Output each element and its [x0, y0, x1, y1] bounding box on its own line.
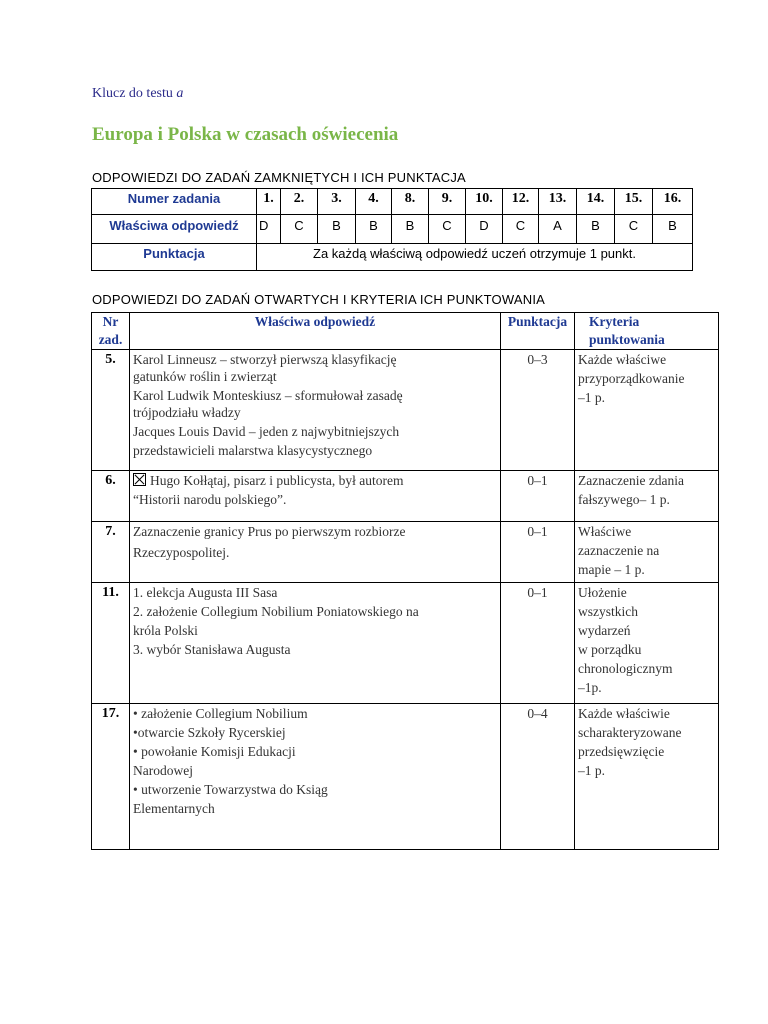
task-number: 10.	[466, 189, 503, 215]
answer-line: króla Polski	[133, 623, 198, 638]
answer-line: trójpodziału władzy	[133, 405, 241, 420]
table-row	[92, 522, 719, 583]
answer-cell: B	[356, 215, 392, 244]
answer-cell: B	[318, 215, 356, 244]
answer-cell: D	[257, 215, 281, 244]
correct-answer-row	[92, 215, 693, 244]
criteria-line: w porządku	[578, 642, 642, 657]
criteria-text	[575, 471, 719, 522]
answer-line: Karol Linneusz – stworzył pierwszą klasyfikację	[133, 352, 397, 367]
criteria-line: wszystkich	[578, 604, 638, 619]
points-range: 0–1	[501, 583, 575, 704]
scoring-label: Punktacja	[92, 244, 257, 271]
answer-cell: C	[615, 215, 653, 244]
points-range: 0–3	[501, 350, 575, 471]
task-number: 3.	[318, 189, 356, 215]
answer-line: Narodowej	[133, 763, 193, 778]
checked-box-icon	[133, 473, 146, 486]
col-header-nr: Nr zad.	[92, 313, 130, 350]
criteria-line: Ułożenie	[578, 585, 627, 600]
criteria-line: zaznaczenie na	[578, 543, 660, 558]
document-title: Europa i Polska w czasach oświecenia	[92, 124, 399, 145]
table-row	[92, 704, 719, 850]
answer-cell: C	[281, 215, 318, 244]
points-range: 0–1	[501, 471, 575, 522]
task-nr: 17.	[92, 704, 130, 850]
answer-text	[130, 704, 501, 850]
scoring-row	[92, 244, 693, 271]
answer-line: gatunków roślin i zwierząt	[133, 369, 277, 384]
answer-line: Jacques Louis David – jeden z najwybitniejszych	[133, 424, 400, 439]
answer-line-text: Hugo Kołłątaj, pisarz i publicysta, był autorem	[150, 473, 404, 488]
points-range: 0–1	[501, 522, 575, 583]
task-number: 13.	[539, 189, 577, 215]
answer-line: “Historii narodu polskiego”.	[133, 492, 287, 507]
task-nr: 11.	[92, 583, 130, 704]
col-header-criteria: Kryteria punktowania	[575, 313, 719, 350]
answer-text	[130, 471, 501, 522]
criteria-line: chronologicznym	[578, 661, 673, 676]
table-row	[92, 471, 719, 522]
answer-cell: C	[503, 215, 539, 244]
task-number: 12.	[503, 189, 539, 215]
answer-text	[130, 350, 501, 471]
criteria-line: Zaznaczenie zdania	[578, 473, 685, 488]
points-range: 0–4	[501, 704, 575, 850]
answer-line: 3. wybór Stanisława Augusta	[133, 642, 291, 657]
table-row	[92, 350, 719, 471]
answer-line: • założenie Collegium Nobilium	[133, 706, 308, 721]
criteria-text	[575, 704, 719, 850]
task-number-label: Numer zadania	[92, 189, 257, 215]
open-table-header	[92, 313, 719, 350]
answer-key-prefix: Klucz do testu	[92, 86, 173, 101]
task-nr: 6.	[92, 471, 130, 522]
answer-line: 2. założenie Collegium Nobilium Poniatowskiego na	[133, 604, 419, 619]
answer-cell: B	[392, 215, 429, 244]
task-number: 4.	[356, 189, 392, 215]
task-number: 1.	[257, 189, 281, 215]
task-number: 14.	[577, 189, 615, 215]
answer-text	[130, 583, 501, 704]
task-number: 15.	[615, 189, 653, 215]
answer-line: Elementarnych	[133, 801, 215, 816]
answer-line: • utworzenie Towarzystwa do Ksiąg	[133, 782, 328, 797]
answer-line: Rzeczypospolitej.	[133, 545, 230, 560]
criteria-line: –1 p.	[578, 763, 605, 778]
answer-cell: B	[577, 215, 615, 244]
criteria-line: mapie – 1 p.	[578, 562, 645, 577]
col-header-answer: Właściwa odpowiedź	[130, 313, 501, 350]
task-nr: 5.	[92, 350, 130, 471]
criteria-line: scharakteryzowane	[578, 725, 682, 740]
task-number: 2.	[281, 189, 318, 215]
answer-line: • powołanie Komisji Edukacji	[133, 744, 296, 759]
criteria-line: fałszywego– 1 p.	[578, 492, 670, 507]
open-tasks-heading: ODPOWIEDZI DO ZADAŃ OTWARTYCH I KRYTERIA ICH PUNKTOWANIA	[92, 292, 545, 307]
table-row	[92, 583, 719, 704]
criteria-line: wydarzeń	[578, 623, 631, 638]
scoring-note: Za każdą właściwą odpowiedź uczeń otrzymuje 1 punkt.	[257, 244, 693, 271]
task-nr: 7.	[92, 522, 130, 583]
answer-cell: D	[466, 215, 503, 244]
open-answers-table	[91, 312, 719, 850]
answer-cell: A	[539, 215, 577, 244]
answer-line: przedstawicieli malarstwa klasycystycznego	[133, 443, 373, 458]
criteria-text	[575, 522, 719, 583]
criteria-text	[575, 350, 719, 471]
task-number-row	[92, 189, 693, 215]
criteria-line: przedsięwzięcie	[578, 744, 665, 759]
answer-line: •otwarcie Szkoły Rycerskiej	[133, 725, 286, 740]
answer-line	[133, 471, 500, 490]
answer-key-label	[92, 86, 183, 102]
answer-line: Zaznaczenie granicy Prus po pierwszym rozbiorze	[133, 524, 406, 539]
task-number: 9.	[429, 189, 466, 215]
answer-text	[130, 522, 501, 583]
task-number: 8.	[392, 189, 429, 215]
answer-cell: C	[429, 215, 466, 244]
answer-line: 1. elekcja Augusta III Sasa	[133, 585, 278, 600]
criteria-line: –1 p.	[578, 390, 605, 405]
criteria-line: Każde właściwie	[578, 706, 670, 721]
correct-answer-label: Właściwa odpowiedź	[92, 215, 257, 244]
test-variant: a	[176, 86, 184, 101]
criteria-line: przyporządkowanie	[578, 371, 685, 386]
task-number: 16.	[653, 189, 693, 215]
answer-line: Karol Ludwik Monteskiusz – sformułował zasadę	[133, 388, 403, 403]
criteria-line: –1p.	[578, 680, 602, 695]
criteria-line: Właściwe	[578, 524, 632, 539]
criteria-line: Każde właściwe	[578, 352, 667, 367]
answer-cell: B	[653, 215, 693, 244]
closed-tasks-heading: ODPOWIEDZI DO ZADAŃ ZAMKNIĘTYCH I ICH PUNKTACJA	[92, 170, 466, 185]
col-header-points: Punktacja	[501, 313, 575, 350]
closed-answers-table	[91, 188, 693, 271]
criteria-text	[575, 583, 719, 704]
